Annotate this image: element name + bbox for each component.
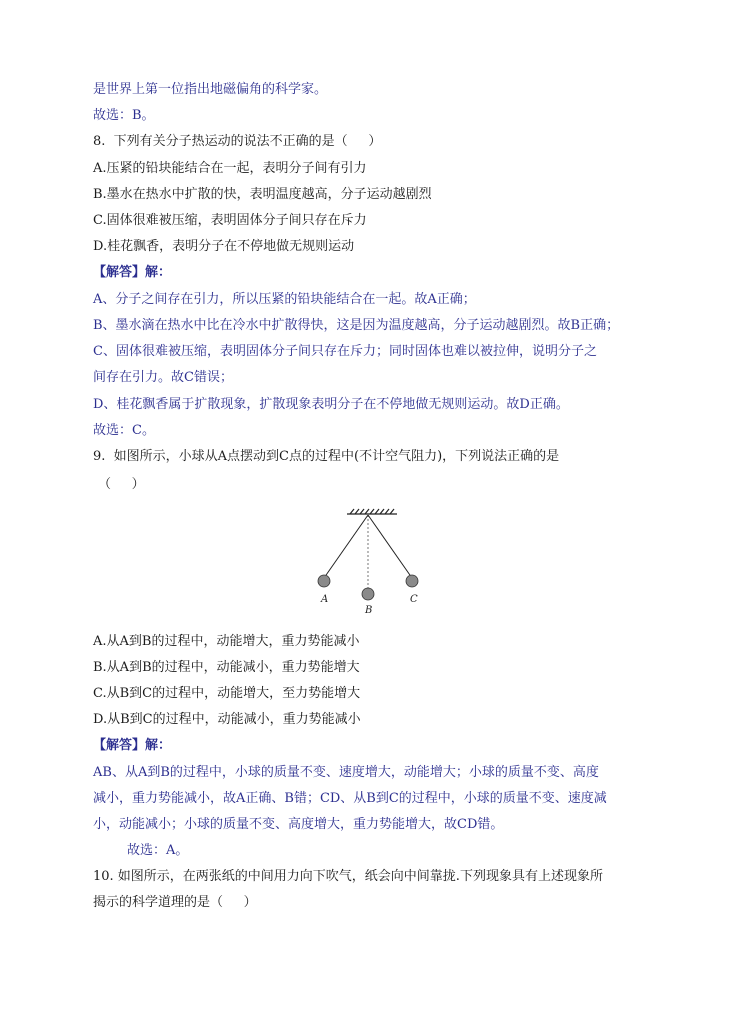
- q8-choice: 故选：C。: [93, 423, 155, 438]
- pendulum-figure: [300, 505, 440, 617]
- q9-option-b: B.从A到B的过程中，动能减小，重力势能增大: [93, 660, 360, 675]
- ceiling-support: [347, 509, 397, 514]
- q8-answer-line: B、墨水滴在热水中比在冷水中扩散得快，这是因为温度越高，分子运动越剧烈。故B正确；: [93, 318, 620, 333]
- ball-b: [362, 588, 374, 600]
- label-b: B: [365, 605, 373, 616]
- q10-stem-cont: 揭示的科学道理的是（ ）: [93, 895, 257, 910]
- q9-option-a: A.从A到B的过程中，动能增大，重力势能减小: [93, 634, 360, 649]
- q8-answer-line: 间存在引力。故C错误；: [93, 370, 233, 385]
- label-a: A: [321, 594, 329, 605]
- q9-option-d: D.从B到C的过程中，动能减小，重力势能减小: [93, 712, 361, 727]
- prev-answer-text: 是世界上第一位指出地磁偏角的科学家。: [93, 82, 328, 97]
- ball-c: [406, 575, 418, 587]
- q8-stem: 8. 下列有关分子热运动的说法不正确的是（ ）: [93, 134, 382, 149]
- q8-answer-label: 【解答】解：: [93, 265, 172, 280]
- q9-answer-label: 【解答】解：: [93, 738, 172, 753]
- q9-stem: 9. 如图所示，小球从A点摆动到C点的过程中(不计空气阻力)，下列说法正确的是: [93, 449, 560, 464]
- q9-answer-line: 减小，重力势能减小，故A正确、B错；CD、从B到C的过程中，小球的质量不变、速度减: [93, 791, 607, 806]
- q10-stem: 10. 如图所示，在两张纸的中间用力向下吹气，纸会向中间靠拢.下列现象具有上述现象所: [93, 869, 603, 884]
- prev-choice: 故选：B。: [93, 108, 155, 123]
- q8-option-b: B.墨水在热水中扩散的快，表明温度越高，分子运动越剧烈: [93, 187, 432, 202]
- q8-option-c: C.固体很难被压缩，表明固体分子间只存在斥力: [93, 213, 367, 228]
- q8-answer-line: A、分子之间存在引力，所以压紧的铅块能结合在一起。故A正确；: [93, 292, 476, 307]
- ball-a: [318, 575, 330, 587]
- q8-answer-line: D、桂花飘香属于扩散现象，扩散现象表明分子在不停地做无规则运动。故D正确。: [93, 397, 569, 412]
- q9-answer-line: 小，动能减小；小球的质量不变、高度增大，重力势能增大，故CD错。: [93, 817, 504, 832]
- q8-option-a: A.压紧的铅块能结合在一起，表明分子间有引力: [93, 161, 367, 176]
- label-c: C: [410, 594, 418, 605]
- q9-answer-line: AB、从A到B的过程中，小球的质量不变、速度增大，动能增大；小球的质量不变、高度: [93, 765, 599, 780]
- q8-option-d: D.桂花飘香，表明分子在不停地做无规则运动: [93, 239, 355, 254]
- q9-stem-paren: （ ）: [98, 477, 145, 492]
- string-c: [368, 515, 412, 578]
- q8-answer-line: C、固体很难被压缩，表明固体分子间只存在斥力；同时固体也难以被拉伸，说明分子之: [93, 344, 597, 359]
- q9-option-c: C.从B到C的过程中，动能增大，至力势能增大: [93, 686, 361, 701]
- string-a: [324, 515, 368, 578]
- q9-choice: 故选：A。: [127, 843, 189, 858]
